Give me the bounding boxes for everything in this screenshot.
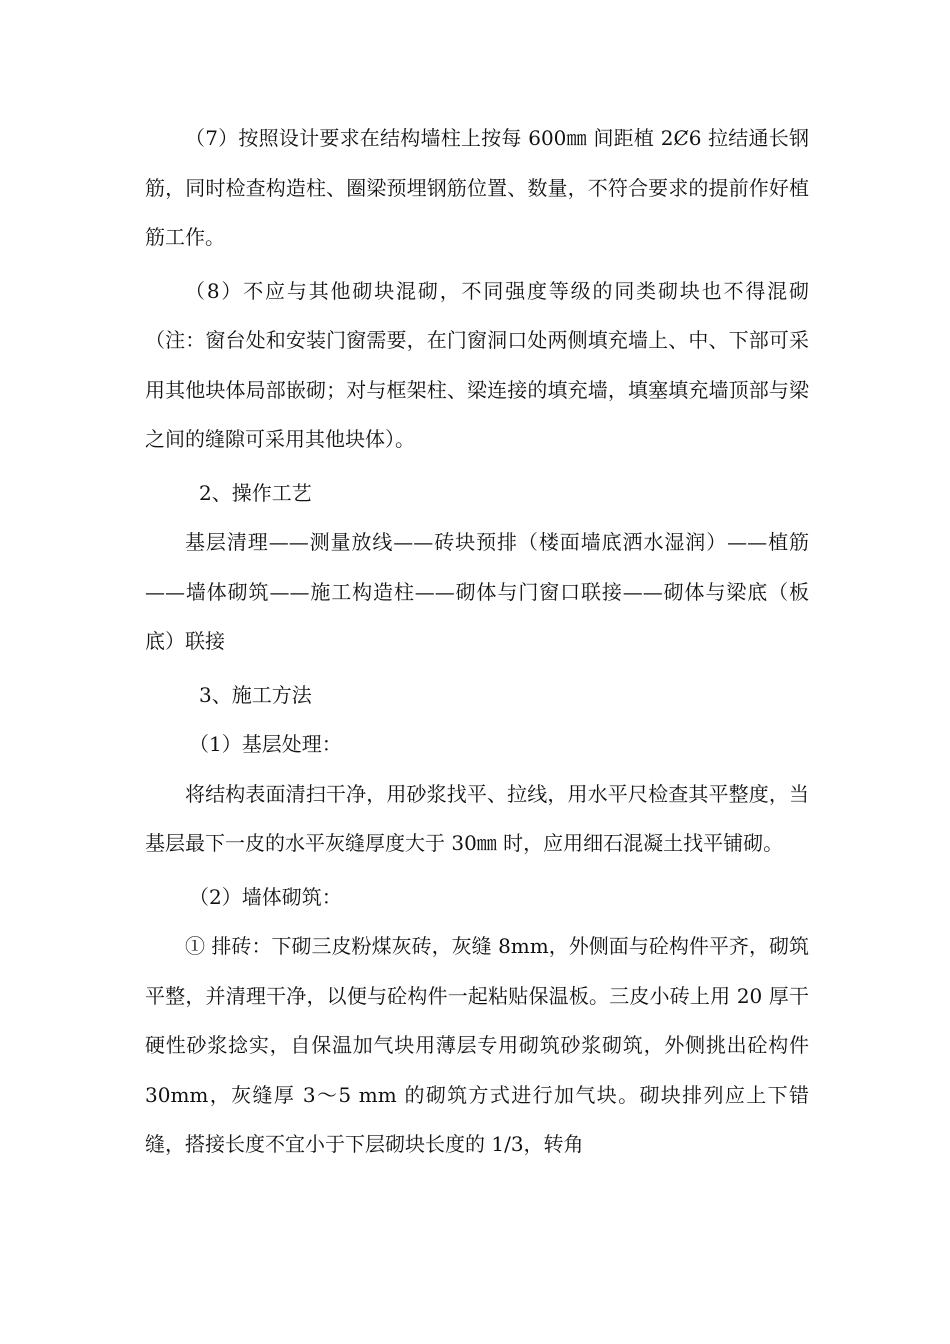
section-2-body: 基层清理——测量放线——砖块预排（楼面墙底洒水湿润）——植筋——墙体砌筑——施工构造柱——砌体与门窗口联接——砌体与梁底（板底）联接 bbox=[145, 530, 809, 653]
document-body bbox=[145, 114, 809, 1174]
subsection-1-body: 将结构表面清扫干净，用砂浆找平、拉线，用水平尺检查其平整度，当基层最下一皮的水平灰缝厚度大于 30㎜ 时，应用细石混凝土找平铺砌。 bbox=[145, 781, 809, 855]
section-3-heading: 3、施工方法 bbox=[199, 682, 312, 707]
subsection-2-body: ① 排砖：下砌三皮粉煤灰砖，灰缝 8mm，外侧面与砼构件平齐，砌筑平整，并清理干净，以便与砼构件一起粘贴保温板。三皮小砖上用 20 厚干硬性砂浆捻实，自保温加气块用薄层专用砌筑砂浆砌筑，外侧挑出砼构件 30mm，灰缝厚 3～5 mm 的砌筑方式进行加气块。砌块排列应上下错缝，搭接长度不宜小于下层砌块长度的 1/3，转角 bbox=[145, 934, 809, 1156]
paragraph-item-7: （7）按照设计要求在结构墙柱上按每 600㎜ 间距植 2Ȼ6 拉结通长钢筋，同时检查构造柱、圈梁预埋钢筋位置、数量，不符合要求的提前作好植筋工作。 bbox=[145, 126, 809, 249]
subsection-1-heading: （1）基层处理： bbox=[189, 732, 342, 756]
paragraph-item-8: （8）不应与其他砌块混砌，不同强度等级的同类砌块也不得混砌（注：窗台处和安装门窗需要，在门窗洞口处两侧填充墙上、中、下部可采用其他块体局部嵌砌；对与框架柱、梁连接的填充墙，填塞填充墙顶部与梁之间的缝隙可采用其他块体）。 bbox=[145, 278, 809, 451]
section-2-heading: 2、操作工艺 bbox=[199, 480, 312, 505]
subsection-2-heading: （2）墙体砌筑： bbox=[189, 884, 342, 909]
